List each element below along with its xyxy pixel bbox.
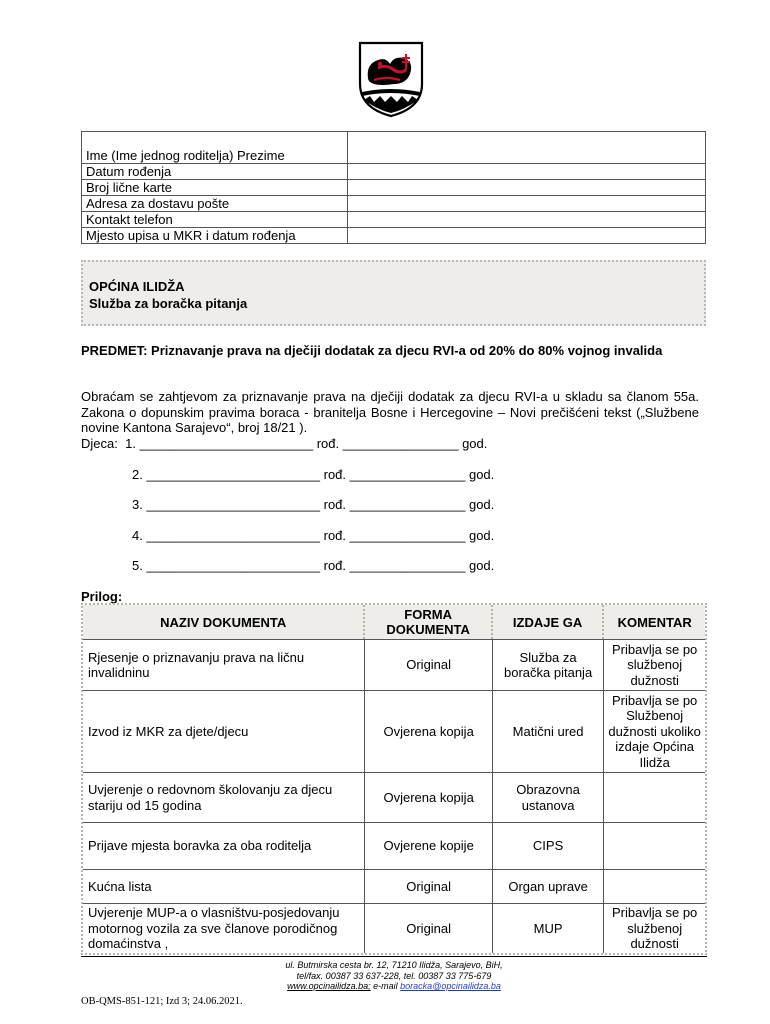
applicant-row-phone: [82, 212, 706, 228]
child-date-blank[interactable]: ________________: [349, 558, 466, 573]
name-input[interactable]: [348, 132, 706, 164]
year-label: god.: [468, 558, 495, 573]
field-label: Datum rođenja: [82, 164, 348, 180]
phone-input[interactable]: [348, 212, 706, 228]
document-issuer: Matični ured: [493, 690, 604, 772]
document-name: Rjesenje o priznavanju prava na ličnu invalidninu: [83, 639, 365, 690]
id-card-input[interactable]: [348, 180, 706, 196]
table-row: [83, 822, 705, 869]
document-issuer: MUP: [493, 903, 604, 953]
recipient-box: [81, 260, 706, 326]
child-number: 2.: [132, 467, 143, 482]
footer-address: ul. Butmirska cesta br. 12, 71210 Ilidža, Sarajevo, BiH,: [285, 960, 503, 970]
child-date-blank[interactable]: ________________: [349, 528, 466, 543]
applicant-row-birthdate: [82, 164, 706, 180]
child-name-blank[interactable]: ________________________: [146, 528, 320, 543]
email-link[interactable]: boracka@opcinailidza.ba: [400, 981, 501, 991]
child-number: 1.: [125, 436, 136, 451]
table-row: [83, 690, 705, 772]
document-name: Izvod iz MKR za djete/djecu: [83, 690, 365, 772]
document-issuer: Obrazovna ustanova: [493, 772, 604, 822]
field-label: Ime (Ime jednog roditelja) Prezime: [82, 132, 348, 164]
table-header-row: [83, 605, 705, 639]
born-label: rođ.: [323, 467, 347, 482]
table-row: [83, 772, 705, 822]
child-line-4: [132, 528, 494, 543]
document-name: Prijave mjesta boravka za oba roditelja: [83, 822, 365, 869]
child-number: 5.: [132, 558, 143, 573]
applicant-info-table: [81, 131, 706, 244]
field-label: Adresa za dostavu pošte: [82, 196, 348, 212]
recipient-name: OPĆINA ILIDŽA: [89, 279, 185, 294]
applicant-row-mkr: [82, 228, 706, 244]
born-label: rođ.: [323, 497, 347, 512]
document-name: Uvjerenje MUP-a o vlasništvu-posjedovanju motornog vozila za sve članove porodičnog domaćinstva ,: [83, 903, 365, 953]
attachments-table: [81, 603, 707, 955]
table-row: [83, 869, 705, 903]
child-line-1: [81, 436, 487, 451]
recipient-department: Služba za boračka pitanja: [89, 296, 248, 311]
child-name-blank[interactable]: ________________________: [139, 436, 314, 451]
children-lead: Djeca:: [81, 436, 118, 451]
year-label: god.: [468, 467, 495, 482]
document-comment: Pribavlja se po službenoj dužnosti: [604, 639, 705, 690]
footer: [81, 960, 707, 992]
document-form: Ovjerene kopije: [365, 822, 492, 869]
table-row: [83, 639, 705, 690]
document-form: Ovjerena kopija: [365, 772, 492, 822]
applicant-row-address: [82, 196, 706, 212]
child-name-blank[interactable]: ________________________: [146, 497, 320, 512]
child-line-2: [132, 467, 494, 482]
header-comment: KOMENTAR: [604, 605, 705, 639]
document-comment: Pribavlja se po službenoj dužnosti: [604, 903, 705, 953]
born-label: rođ.: [316, 436, 340, 451]
subject-line: PREDMET: Priznavanje prava na dječiji dodatak za djecu RVI-a od 20% do 80% vojnog invalida: [81, 343, 663, 358]
applicant-row-id-card: [82, 180, 706, 196]
municipality-coat-of-arms-icon: [356, 40, 426, 118]
field-label: Kontakt telefon: [82, 212, 348, 228]
field-label: Broj lične karte: [82, 180, 348, 196]
document-code: OB-QMS-851-121; Izd 3; 24.06.2021.: [81, 996, 243, 1007]
child-date-blank[interactable]: ________________: [349, 497, 466, 512]
child-date-blank[interactable]: ________________: [349, 467, 466, 482]
request-body-text: Obraćam se zahtjevom za priznavanje prava na dječiji dodatak za djecu RVI-a u skladu sa članom 55a. Zakona o dopunskim pravima boraca - branitelja Bosne i Hercegovine – Novi prečišćeni tekst („Službene novine Kantona Sarajevo“, broj 18/21 ).: [81, 389, 699, 435]
child-name-blank[interactable]: ________________________: [146, 558, 320, 573]
document-issuer: Služba za boračka pitanja: [493, 639, 604, 690]
year-label: god.: [468, 497, 495, 512]
footer-divider: [81, 956, 707, 957]
document-comment: [604, 772, 705, 822]
header-document-name: NAZIV DOKUMENTA: [83, 605, 365, 639]
document-form: Original: [365, 869, 492, 903]
document-comment: [604, 869, 705, 903]
year-label: god.: [468, 528, 495, 543]
mkr-input[interactable]: [348, 228, 706, 244]
document-form: Original: [365, 903, 492, 953]
child-date-blank[interactable]: ________________: [342, 436, 459, 451]
document-name: Uvjerenje o redovnom školovanju za djecu stariju od 15 godina: [83, 772, 365, 822]
child-line-5: [132, 558, 494, 573]
email-prefix: e-mail: [370, 981, 401, 991]
field-label: Mjesto upisa u MKR i datum rođenja: [82, 228, 348, 244]
table-row: [83, 903, 705, 953]
document-form: Ovjerena kopija: [365, 690, 492, 772]
footer-phones: tel/fax. 00387 33 637-228, tel. 00387 33 775-679: [296, 970, 492, 981]
born-label: rođ.: [323, 528, 347, 543]
attachments-label: Prilog:: [81, 589, 123, 604]
year-label: god.: [462, 436, 488, 451]
applicant-row-name: [82, 132, 706, 164]
document-issuer: CIPS: [493, 822, 604, 869]
document-form: Original: [365, 639, 492, 690]
child-name-blank[interactable]: ________________________: [146, 467, 320, 482]
document-name: Kućna lista: [83, 869, 365, 903]
child-number: 4.: [132, 528, 143, 543]
header-document-form: FORMA DOKUMENTA: [365, 605, 492, 639]
footer-contacts: [81, 981, 707, 992]
website-link[interactable]: www.opcinailidza.ba;: [287, 981, 371, 991]
born-label: rođ.: [323, 558, 347, 573]
birthdate-input[interactable]: [348, 164, 706, 180]
child-number: 3.: [132, 497, 143, 512]
header-issuer: IZDAJE GA: [493, 605, 604, 639]
address-input[interactable]: [348, 196, 706, 212]
document-issuer: Organ uprave: [493, 869, 604, 903]
document-comment: [604, 822, 705, 869]
child-line-3: [132, 497, 494, 512]
document-comment: Pribavlja se po Službenoj dužnosti ukoliko izdaje Općina Ilidža: [604, 690, 705, 772]
